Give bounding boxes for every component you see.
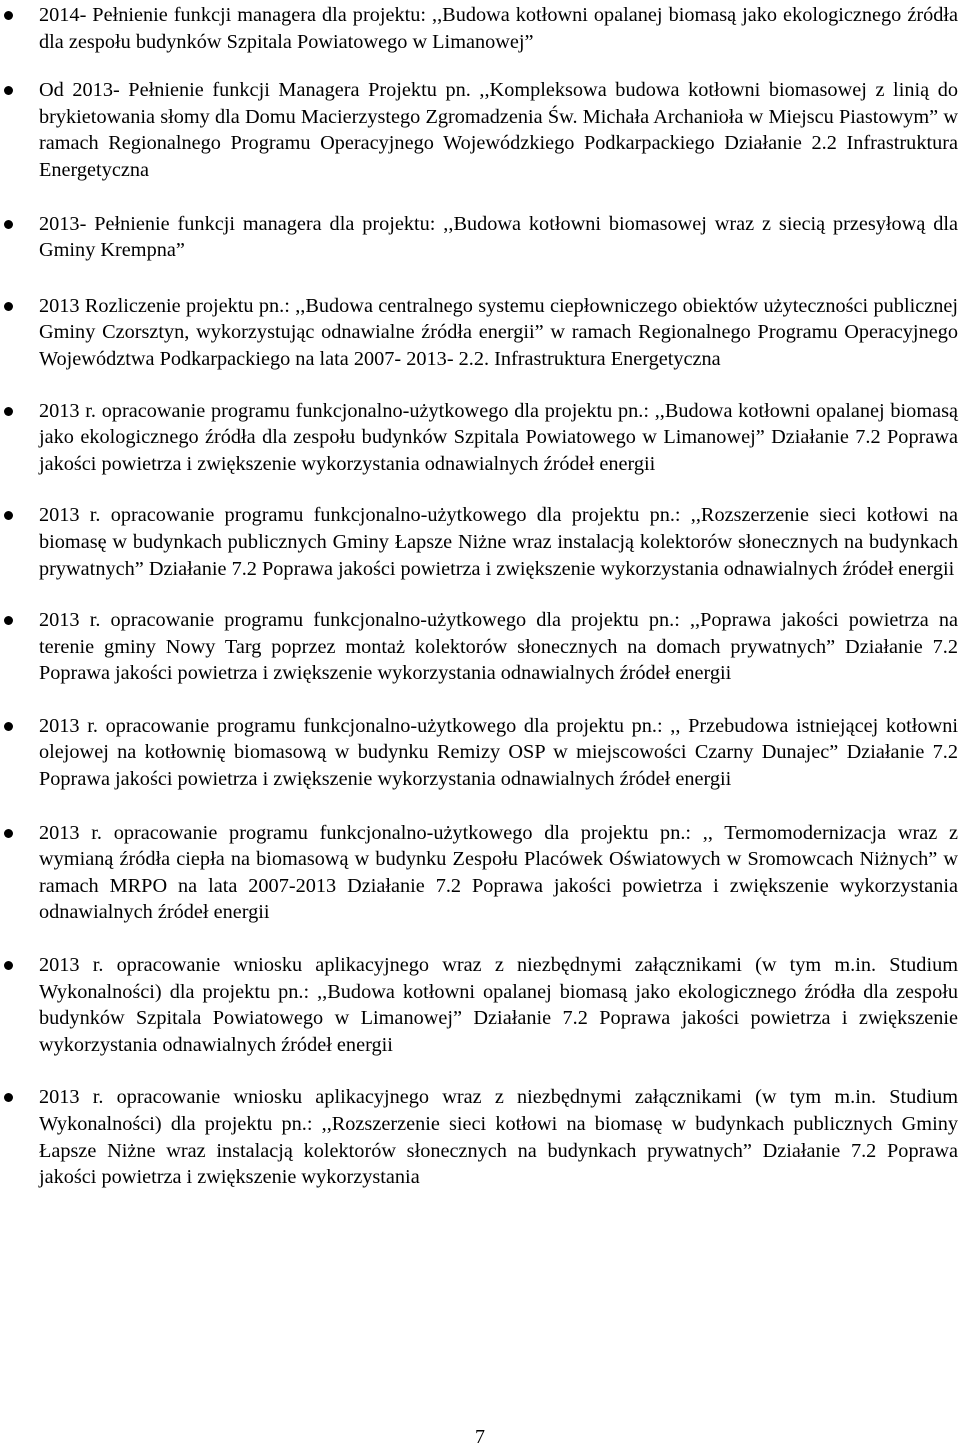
list-item-text: 2013 r. opracowanie programu funkcjonalno-użytkowego dla projektu pn.: ,,Rozszerzenie sieci kotłowi na biomasę w budynkach publicznych Gminy Łapsze Niżne wraz instalacją kolektorów słonecznych na budynkach prywatnych” Działanie 7.2 Poprawa jakości powietrza i zwiększenie wykorzystania odnawialnych źródeł energii: [39, 504, 958, 580]
bullet-icon: [4, 1093, 13, 1102]
list-item: [0, 211, 960, 264]
list-item-text: 2013 r. opracowanie programu funkcjonalno-użytkowego dla projektu pn.: ,,Poprawa jakości powietrza na terenie gminy Nowy Targ poprzez montaż kolektorów słonecznych na domach prywatnych” Działanie 7.2 Poprawa jakości powietrza i zwiększenie wykorzystania odnawialnych źródeł energii: [39, 609, 958, 685]
list-item-text: 2013 r. opracowanie wniosku aplikacyjnego wraz z niezbędnymi załącznikami (w tym m.in. Studium Wykonalności) dla projektu pn.: ,,Rozszerzenie sieci kotłowi na biomasę w budynkach publicznych Gminy Łapsze Niżne wraz instalacją kolektorów słonecznych na budynkach prywatnych” Działanie 7.2 Poprawa jakości powietrza i zwiększenie wykorzystania: [39, 1086, 958, 1189]
bullet-icon: [4, 220, 13, 229]
list-item: [0, 1084, 960, 1190]
list-item: [0, 502, 960, 582]
bullet-icon: [4, 86, 13, 95]
bullet-icon: [4, 722, 13, 731]
list-item: [0, 952, 960, 1058]
list-item: [0, 293, 960, 373]
bullet-icon: [4, 961, 13, 970]
list-item: [0, 820, 960, 926]
list-item-text: 2013- Pełnienie funkcji managera dla projektu: ,,Budowa kotłowni biomasowej wraz z siecią przesyłową dla Gminy Krempna”: [39, 212, 958, 262]
page-number: 7: [475, 1426, 485, 1448]
list-item: [0, 398, 960, 478]
bullet-icon: [4, 407, 13, 416]
list-item: [0, 2, 960, 55]
list-item-text: 2013 Rozliczenie projektu pn.: ,,Budowa centralnego systemu ciepłowniczego obiektów użyteczności publicznej Gminy Czorsztyn, wykorzystując odnawialne źródła energii” w ramach Regionalnego Programu Operacyjnego Województwa Podkarpackiego na lata 2007- 2013- 2.2. Infrastruktura Energetyczna: [39, 294, 958, 370]
list-item: [0, 77, 960, 183]
list-item-text: Od 2013- Pełnienie funkcji Managera Projektu pn. ,,Kompleksowa budowa kotłowni biomasowej z linią do brykietowania słomy dla Domu Macierzystego Zgromadzenia Św. Michała Archanioła w Miejscu Piastowym” w ramach Regionalnego Programu Operacyjnego Wojewódzkiego Podkarpackiego Działanie 2.2 Infrastruktura Energetyczna: [39, 79, 958, 181]
list-item-text: 2013 r. opracowanie programu funkcjonalno-użytkowego dla projektu pn.: ,, Przebudowa istniejącej kotłowni olejowej na kotłownię biomasową w budynku Remizy OSP w miejscowości Czarny Dunajec” Działanie 7.2 Poprawa jakości powietrza i zwiększenie wykorzystania odnawialnych źródeł energii: [39, 714, 958, 791]
bullet-icon: [4, 511, 13, 520]
bullet-icon: [4, 829, 13, 838]
list-item-text: 2013 r. opracowanie programu funkcjonalno-użytkowego dla projektu pn.: ,, Termomodernizacja wraz z wymianą źródła ciepła na biomasową w budynku Zespołu Placówek Oświatowych w Sromowcach Niżnych” w ramach MRPO na lata 2007-2013 Działanie 7.2 Poprawa jakości powietrza i zwiększenie wykorzystania odnawialnych źródeł energii: [39, 821, 958, 924]
experience-list: [0, 2, 960, 1213]
list-item-text: 2014- Pełnienie funkcji managera dla projektu: ,,Budowa kotłowni opalanej biomasą jako ekologicznego źródła dla zespołu budynków Szpitala Powiatowego w Limanowej”: [39, 4, 958, 53]
bullet-icon: [4, 11, 13, 20]
bullet-icon: [4, 302, 13, 311]
list-item-text: 2013 r. opracowanie programu funkcjonalno-użytkowego dla projektu pn.: ,,Budowa kotłowni opalanej biomasą jako ekologicznego źródła dla zespołu budynków Szpitala Powiatowego w Limanowej” Działanie 7.2 Poprawa jakości powietrza i zwiększenie wykorzystania odnawialnych źródeł energii: [39, 399, 958, 475]
list-item: [0, 607, 960, 687]
list-item-text: 2013 r. opracowanie wniosku aplikacyjnego wraz z niezbędnymi załącznikami (w tym m.in. Studium Wykonalności) dla projektu pn.: ,,Budowa kotłowni opalanej biomasą jako ekologicznego źródła dla zespołu budynków Szpitala Powiatowego w Limanowej” Działanie 7.2 Poprawa jakości powietrza i zwiększenie wykorzystania odnawialnych źródeł energii: [39, 954, 958, 1056]
bullet-icon: [4, 616, 13, 625]
list-item: [0, 713, 960, 793]
